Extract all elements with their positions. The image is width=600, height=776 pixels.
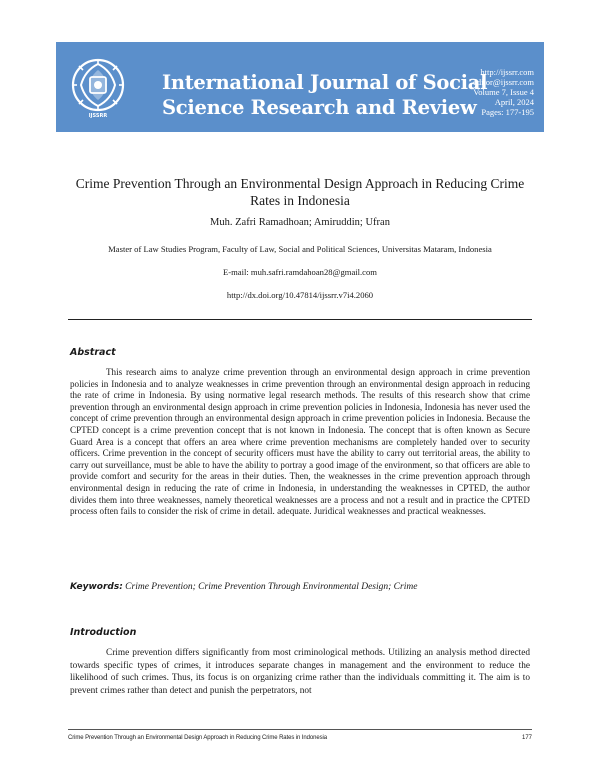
paper-title <box>60 175 540 209</box>
abstract-text: This research aims to analyze crime prevention through an environmental design approach in crime prevention policies in Indonesia and to analyze weaknesses in crime prevention through an environmental design approach in reducing the rate of crime in Indonesia. By using normative legal research methods. The results of this research show that crime prevention through an environmental design approach in crime prevention policies in Indonesia, Indonesia has never used the concept of crime prevention through an environmental design approach in crime prevention policies in Indonesia. Because the CPTED concept is a crime prevention concept that is not known in Indonesia. The concept that is often known as Secure Guard Area is a concept that offers an area where crime prevention mechanisms are completely handed over to security officers. Crime prevention in the concept of security officers must have the ability to carry out territorial areas, the ability to carry out surveillance, must be able to have the ability to portray a good image of the environment, so that officers are able to provide comfort and security for the areas in their duties. Then, the weaknesses in the crime prevention approach through environmental design in reducing the rate of crime in Indonesia, in understanding the weaknesses in CPTED, the author divides them into three weaknesses, namely theoretical weaknesses are a process and not a result and in practice the CPTED process often fails to consider the risk of crime in detail. adequate. Juridical weaknesses and practical weaknesses. <box>70 367 530 517</box>
journal-date: April, 2024 <box>494 97 534 107</box>
paper-title-line1: Crime Prevention Through an Environmental Design Approach in Reducing Crime <box>75 176 525 191</box>
journal-banner <box>56 42 544 132</box>
journal-url-link[interactable]: http://ijssrr.com <box>480 67 534 77</box>
journal-email-link[interactable]: editor@ijssrr.com <box>473 77 534 87</box>
affiliation: Master of Law Studies Program, Faculty of Law, Social and Political Sciences, Universitas Mataram, Indonesia <box>108 244 492 254</box>
journal-title <box>162 70 488 120</box>
footer-page-number: 177 <box>521 735 532 741</box>
journal-logo-icon <box>66 55 130 119</box>
logo-lettering: IJSSRR <box>88 113 108 119</box>
keywords <box>70 582 417 592</box>
introduction-heading: Introduction <box>70 627 137 638</box>
keywords-label: Keywords: <box>70 582 123 592</box>
journal-volume: Volume 7, Issue 4 <box>473 87 534 97</box>
keywords-text: Crime Prevention; Crime Prevention Through Environmental Design; Crime <box>125 582 418 592</box>
paper-title-line2: Rates in Indonesia <box>250 193 350 208</box>
footer-divider <box>68 729 532 730</box>
authors: Muh. Zafri Ramadhoan; Amiruddin; Ufran <box>210 217 390 228</box>
header-divider <box>68 319 532 320</box>
footer-running-title: Crime Prevention Through an Environmental Design Approach in Reducing Crime Rates in Indonesia <box>68 735 327 741</box>
author-email[interactable]: E-mail: muh.safri.ramdahoan28@gmail.com <box>223 267 377 277</box>
abstract-heading: Abstract <box>70 347 116 358</box>
journal-pages: Pages: 177-195 <box>481 107 534 117</box>
doi-link[interactable]: http://dx.doi.org/10.47814/ijssrr.v7i4.2060 <box>226 290 374 300</box>
introduction-text: Crime prevention differs significantly from most criminological methods. Utilizing an analysis method directed towards specific types of crimes, it introduces separate changes in management and the environment to reduce the likelihood of such crimes. Thus, its focus is on organizing crime rather than the individuals committing it. The aim is to prevent crimes rather than detect and punish the perpetrators, not <box>70 648 530 696</box>
journal-title-line2: Science Research and Review <box>162 96 477 119</box>
journal-title-line1: International Journal of Social <box>162 71 488 94</box>
journal-meta <box>473 67 534 117</box>
